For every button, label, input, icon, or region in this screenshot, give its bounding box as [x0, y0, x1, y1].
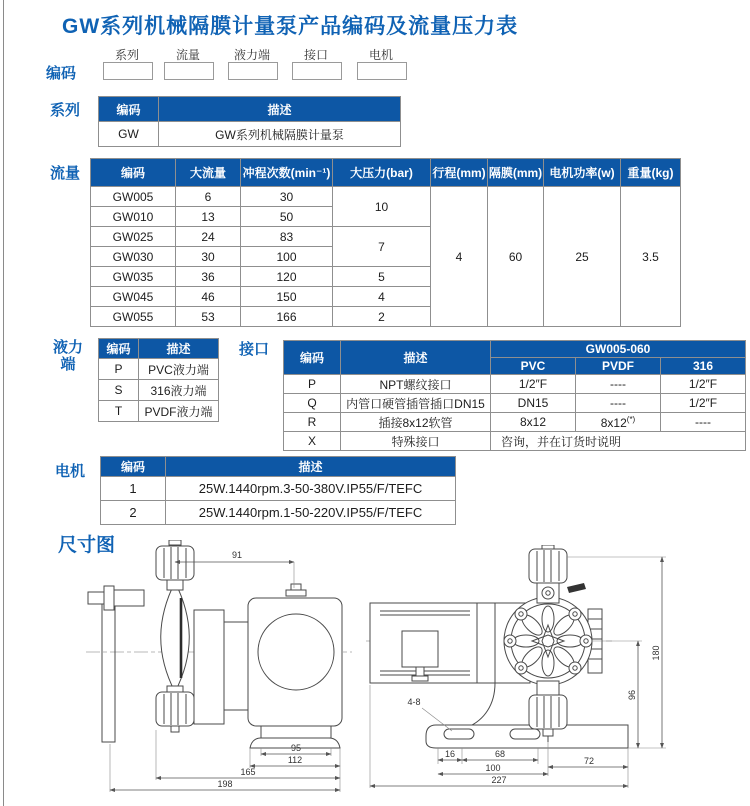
- flow-code-cell: GW030: [91, 247, 176, 267]
- motor-section-label: 电机: [55, 463, 86, 480]
- coding-section-label: 编码: [46, 65, 77, 82]
- table-row: [284, 394, 746, 413]
- coding-field-label-hydraulic-end: 液力端: [233, 48, 270, 62]
- flow-table: [90, 158, 681, 327]
- flow-code-cell: GW010: [91, 207, 176, 227]
- flow-header-diaphragm: 隔膜(mm): [488, 159, 544, 187]
- flow-code-cell: GW005: [91, 187, 176, 207]
- coding-box-hydraulic-end: [228, 62, 278, 80]
- flow-strokes-cell: 120: [241, 267, 333, 287]
- flow-section-label: 流量: [50, 165, 81, 182]
- hydraulic-end-table: [98, 338, 219, 422]
- coding-box-motor: [357, 62, 407, 80]
- series-section-label: 系列: [50, 102, 81, 119]
- interface-316-cell: ----: [661, 413, 746, 432]
- flow-maxflow-cell: 13: [176, 207, 241, 227]
- hydraulic-desc-cell: 316液力端: [139, 380, 219, 401]
- interface-header-316: 316: [661, 358, 746, 375]
- coding-box-flow: [164, 62, 214, 80]
- table-row: [99, 122, 401, 147]
- interface-header-pvc: PVC: [491, 358, 576, 375]
- interface-desc-cell: 插接8x12软管: [341, 413, 491, 432]
- hydraulic-desc-cell: PVC液力端: [139, 359, 219, 380]
- table-row: [101, 477, 456, 501]
- hydraulic-end-label-line2: 端: [60, 356, 76, 373]
- motor-header-code: 编码: [101, 457, 166, 477]
- series-desc-cell: GW系列机械隔膜计量泵: [159, 122, 401, 147]
- interface-pvdf-footnote: (*): [626, 414, 636, 424]
- interface-pvdf-cell: ----: [576, 394, 661, 413]
- dim-227-label: 227: [491, 775, 507, 785]
- coding-box-series: [103, 62, 153, 80]
- flow-strokes-cell: 166: [241, 307, 333, 327]
- dim-180-label: 180: [651, 645, 661, 661]
- interface-pvdf-cell: ----: [576, 375, 661, 394]
- table-row: [284, 413, 746, 432]
- dim-112-label: 112: [287, 755, 303, 765]
- flow-maxflow-cell: 36: [176, 267, 241, 287]
- hydraulic-desc-cell: PVDF液力端: [139, 401, 219, 422]
- flow-code-cell: GW045: [91, 287, 176, 307]
- flow-header-weight: 重量(kg): [621, 159, 681, 187]
- flow-travel-cell: 4: [431, 187, 488, 327]
- interface-section-label: 接口: [239, 341, 270, 358]
- motor-desc-cell: 25W.1440rpm.1-50-220V.IP55/F/TEFC: [166, 501, 456, 525]
- dim-95-label: 95: [290, 743, 302, 753]
- flow-diaphragm-cell: 60: [488, 187, 544, 327]
- series-table: [98, 96, 401, 147]
- flow-code-cell: GW025: [91, 227, 176, 247]
- flow-header-max-flow: 大流量: [176, 159, 241, 187]
- flow-strokes-cell: 83: [241, 227, 333, 247]
- motor-table: [100, 456, 456, 525]
- interface-pvdf-value: 8x12: [600, 415, 627, 430]
- flow-weight-cell: 3.5: [621, 187, 681, 327]
- flow-strokes-cell: 100: [241, 247, 333, 267]
- coding-field-label-motor: 电机: [368, 48, 393, 62]
- flow-power-cell: 25: [544, 187, 621, 327]
- interface-desc-cell: 特殊接口: [341, 432, 491, 451]
- table-row: [91, 187, 681, 207]
- dim-198-label: 198: [217, 779, 233, 789]
- flow-header-code: 编码: [91, 159, 176, 187]
- motor-code-cell: 1: [101, 477, 166, 501]
- interface-header-desc: 描述: [341, 341, 491, 375]
- flow-pressure-cell: 5: [333, 267, 431, 287]
- flow-header-strokes: 冲程次数(min⁻¹): [241, 159, 333, 187]
- dim-91-label: 91: [231, 550, 243, 560]
- interface-note-cell: 咨询，并在订货时说明: [491, 432, 746, 451]
- flow-pressure-cell: 10: [333, 187, 431, 227]
- page-title: GW系列机械隔膜计量泵产品编码及流量压力表: [62, 15, 519, 38]
- interface-code-cell: P: [284, 375, 341, 394]
- table-row: [101, 501, 456, 525]
- interface-header-group: GW005-060: [491, 341, 746, 358]
- flow-strokes-cell: 150: [241, 287, 333, 307]
- interface-316-cell: 1/2″F: [661, 375, 746, 394]
- table-row: [284, 375, 746, 394]
- flow-strokes-cell: 30: [241, 187, 333, 207]
- flow-maxflow-cell: 24: [176, 227, 241, 247]
- coding-field-label-flow: 流量: [175, 48, 200, 62]
- table-row: [99, 380, 219, 401]
- flow-code-cell: GW035: [91, 267, 176, 287]
- hydraulic-end-section-label: [48, 339, 88, 373]
- page-edge-line: [3, 0, 4, 806]
- interface-desc-cell: 内管口硬管插管插口DN15: [341, 394, 491, 413]
- interface-table: [283, 340, 746, 451]
- dim-68-label: 68: [494, 749, 506, 759]
- coding-box-interface: [292, 62, 342, 80]
- dim-4-8-label: 4-8: [407, 697, 421, 707]
- interface-pvc-cell: 8x12: [491, 413, 576, 432]
- interface-header-code: 编码: [284, 341, 341, 375]
- interface-code-cell: X: [284, 432, 341, 451]
- interface-desc-cell: NPT螺纹接口: [341, 375, 491, 394]
- flow-maxflow-cell: 46: [176, 287, 241, 307]
- interface-header-pvdf: PVDF: [576, 358, 661, 375]
- coding-field-label-interface: 接口: [303, 48, 328, 62]
- interface-pvdf-cell: [576, 413, 661, 432]
- interface-316-cell: 1/2″F: [661, 394, 746, 413]
- hydraulic-header-code: 编码: [99, 339, 139, 359]
- series-header-code: 编码: [99, 97, 159, 122]
- hydraulic-code-cell: T: [99, 401, 139, 422]
- flow-pressure-cell: 2: [333, 307, 431, 327]
- hydraulic-end-label-line1: 液力: [52, 339, 83, 356]
- dim-165-label: 165: [240, 767, 256, 777]
- flow-header-power: 电机功率(w): [544, 159, 621, 187]
- series-code-cell: GW: [99, 122, 159, 147]
- motor-desc-cell: 25W.1440rpm.3-50-380V.IP55/F/TEFC: [166, 477, 456, 501]
- hydraulic-code-cell: P: [99, 359, 139, 380]
- dim-72-label: 72: [583, 756, 595, 766]
- flow-maxflow-cell: 6: [176, 187, 241, 207]
- dim-16-label: 16: [444, 749, 456, 759]
- motor-code-cell: 2: [101, 501, 166, 525]
- interface-code-cell: R: [284, 413, 341, 432]
- flow-strokes-cell: 50: [241, 207, 333, 227]
- pump-front-view-drawing: [362, 545, 750, 800]
- dimensions-section-label: 尺寸图: [58, 535, 116, 556]
- hydraulic-code-cell: S: [99, 380, 139, 401]
- flow-pressure-cell: 7: [333, 227, 431, 267]
- flow-code-cell: GW055: [91, 307, 176, 327]
- dim-96-label: 96: [627, 689, 637, 701]
- motor-header-desc: 描述: [166, 457, 456, 477]
- flow-header-travel: 行程(mm): [431, 159, 488, 187]
- flow-header-pressure: 大压力(bar): [333, 159, 431, 187]
- table-row: [99, 359, 219, 380]
- interface-pvc-cell: DN15: [491, 394, 576, 413]
- pump-side-view-drawing: [82, 540, 382, 800]
- series-header-desc: 描述: [159, 97, 401, 122]
- flow-pressure-cell: 4: [333, 287, 431, 307]
- flow-maxflow-cell: 53: [176, 307, 241, 327]
- flow-maxflow-cell: 30: [176, 247, 241, 267]
- hydraulic-header-desc: 描述: [139, 339, 219, 359]
- coding-field-label-series: 系列: [114, 48, 139, 62]
- interface-pvc-cell: 1/2″F: [491, 375, 576, 394]
- dim-100-label: 100: [485, 763, 501, 773]
- table-row: [284, 432, 746, 451]
- interface-code-cell: Q: [284, 394, 341, 413]
- table-row: [99, 401, 219, 422]
